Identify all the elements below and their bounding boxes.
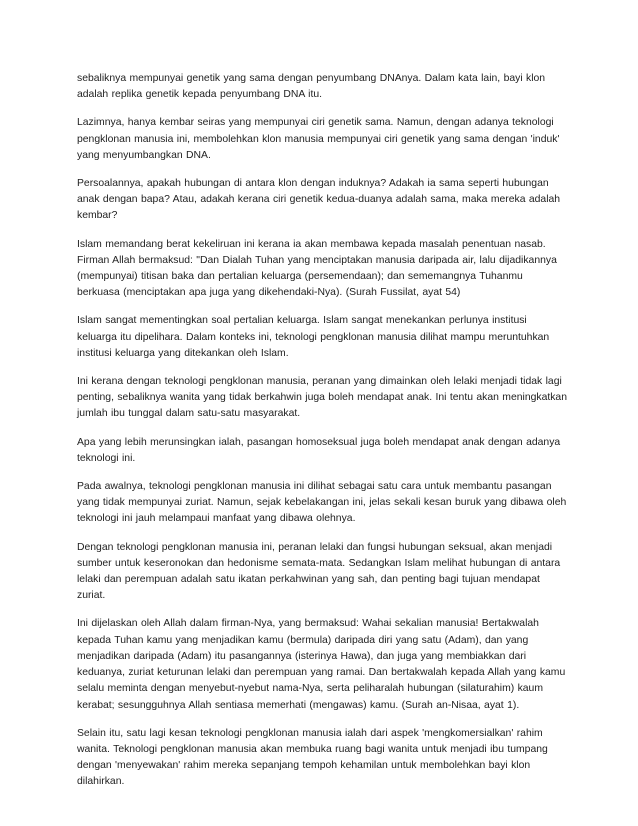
- text-line: keduanya, zuriat keturunan lelaki dan perempuan yang ramai. Dan bertakwalah kepada Allah yang kamu: [77, 667, 566, 679]
- text-line: jumlah ibu tunggal dalam satu-satu masyarakat.: [77, 408, 301, 420]
- text-line: Firman Allah bermaksud: "Dan Dialah Tuhan yang menciptakan manusia daripada air, lalu dijadikannya: [77, 254, 557, 266]
- text-line: keluarga itu dipelihara. Dalam konteks ini, teknologi pengklonan manusia dilihat mampu meruntuhkan: [77, 331, 550, 343]
- text-line: teknologi ini.: [77, 452, 136, 464]
- text-line: teknologi ini jauh melampaui manfaat yang dibawa olehnya.: [77, 513, 356, 525]
- text-line: kerabat; sesungguhnya Allah sentiasa memerhati (mengawas) kamu. (Surah an-Nisaa, ayat 1).: [77, 699, 520, 711]
- paragraph-9: [77, 540, 568, 605]
- text-line: kembar?: [77, 210, 118, 222]
- paragraph-4: [77, 237, 568, 302]
- text-line: berkuasa (menciptakan apa juga yang dikehendaki-Nya). (Surah Fussilat, ayat 54): [77, 287, 461, 299]
- paragraph-8: [77, 479, 568, 528]
- paragraph-10: [77, 616, 568, 713]
- text-line: sebaliknya mempunyai genetik yang sama dengan penyumbang DNAnya. Dalam kata lain, bayi klon: [77, 73, 546, 84]
- document-body: [77, 71, 568, 791]
- text-line: Selain itu, satu lagi kesan teknologi pengklonan manusia ialah dari aspek 'mengkomersialkan' rahim: [77, 727, 543, 739]
- text-line: Lazimnya, hanya kembar seiras yang mempunyai ciri genetik sama. Namun, dengan adanya teknologi: [77, 117, 554, 129]
- text-line: institusi keluarga yang ditekankan oleh Islam.: [77, 347, 289, 359]
- text-line: Islam memandang berat kekeliruan ini kerana ia akan membawa kepada masalah penentuan nasab.: [77, 238, 546, 250]
- text-line: yang menyumbangkan DNA.: [77, 149, 211, 161]
- paragraph-1: [77, 71, 568, 103]
- paragraph-7: [77, 435, 568, 467]
- text-line: Ini kerana dengan teknologi pengklonan manusia, peranan yang dimainkan oleh lelaki menjadi tidak lagi: [77, 376, 562, 388]
- text-line: dilahirkan.: [77, 776, 125, 788]
- text-line: Islam sangat mementingkan soal pertalian keluarga. Islam sangat menekankan perlunya institusi: [77, 315, 527, 327]
- paragraph-11: [77, 726, 568, 791]
- text-line: Apa yang lebih merunsingkan ialah, pasangan homoseksual juga boleh mendapat anak dengan adanya: [77, 436, 561, 448]
- text-line: selalu meminta dengan menyebut-nyebut nama-Nya, serta peliharalah hubungan (silaturahim) kaum: [77, 683, 543, 695]
- text-line: anak dengan bapa? Atau, adakah kerana ciri genetik kedua-duanya adalah sama, maka mereka adalah: [77, 194, 561, 206]
- text-line: penting, sebaliknya wanita yang tidak berkahwin juga boleh mendapat anak. Ini tentu akan meningkatkan: [77, 392, 567, 404]
- text-line: Persoalannya, apakah hubungan di antara klon dengan induknya? Adakah ia sama seperti hubungan: [77, 178, 549, 190]
- text-line: Pada awalnya, teknologi pengklonan manusia ini dilihat sebagai satu cara untuk membantu pasangan: [77, 481, 552, 493]
- text-line: (mempunyai) titisan baka dan pertalian keluarga (persemendaan); dan sememangnya Tuhanmu: [77, 271, 523, 283]
- paragraph-2: [77, 115, 568, 164]
- text-line: dengan 'menyewakan' rahim mereka sepanjang tempoh kehamilan untuk membolehkan bayi klon: [77, 760, 531, 772]
- paragraph-5: [77, 313, 568, 362]
- text-line: adalah replika genetik kepada penyumbang DNA itu.: [77, 89, 323, 101]
- text-line: kepada Tuhan kamu yang menjadikan kamu (bermula) daripada diri yang satu (Adam), dan yang: [77, 634, 529, 646]
- text-line: lelaki dan perempuan adalah satu ikatan perkahwinan yang sah, dan penting bagi tujuan mendapat: [77, 574, 540, 586]
- text-line: Dengan teknologi pengklonan manusia ini, peranan lelaki dan fungsi hubungan seksual, akan menjadi: [77, 541, 553, 553]
- text-line: zuriat.: [77, 590, 106, 602]
- text-line: menjadikan daripada (Adam) itu pasangannya (isterinya Hawa), dan juga yang membiakkan dari: [77, 650, 527, 662]
- paragraph-3: [77, 176, 568, 225]
- text-line: Ini dijelaskan oleh Allah dalam firman-Nya, yang bermaksud: Wahai sekalian manusia! Bertakwalah: [77, 618, 539, 630]
- text-line: sumber untuk keseronokan dan hedonisme semata-mata. Sedangkan Islam melihat hubungan di antara: [77, 557, 561, 569]
- text-line: wanita. Teknologi pengklonan manusia akan membuka ruang bagi wanita untuk menjadi ibu tumpang: [77, 743, 548, 755]
- text-line: pengklonan manusia ini, membolehkan klon manusia mempunyai ciri genetik yang sama dengan 'induk': [77, 133, 560, 145]
- text-line: yang tidak mempunyai zuriat. Namun, sejak kebelakangan ini, jelas sekali kesan buruk yang dibawa oleh: [77, 497, 567, 509]
- paragraph-6: [77, 374, 568, 423]
